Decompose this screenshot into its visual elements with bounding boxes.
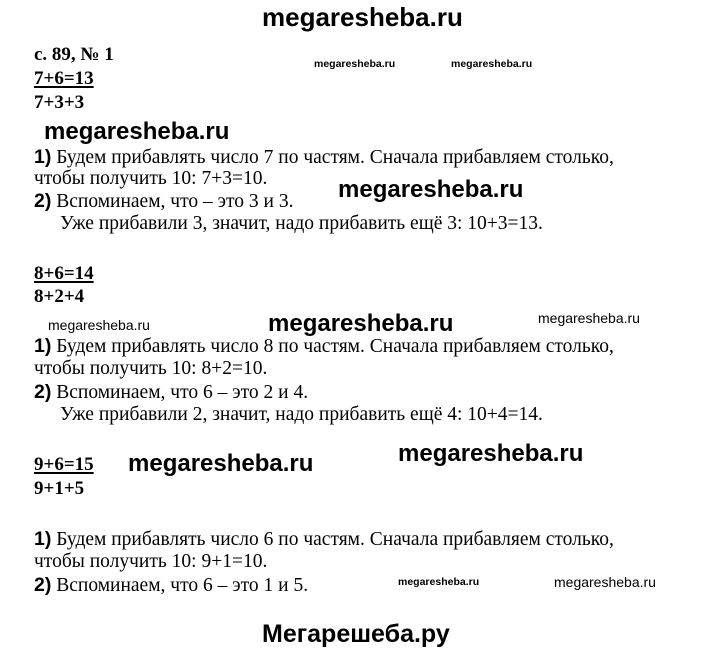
equation: 8+6=14: [34, 263, 94, 284]
step-continuation: Уже прибавили 2, значит, надо прибавить ещё 4: 10+4=14.: [60, 404, 543, 425]
equation: 9+6=15: [34, 454, 94, 475]
step-text: Будем прибавлять число 7 по частям. Сначала прибавляем столько,: [56, 147, 614, 168]
step-number: 2): [34, 574, 52, 596]
watermark: megaresheba.ru: [398, 576, 480, 588]
watermark: megaresheba.ru: [554, 574, 656, 590]
step-line: [34, 146, 614, 169]
watermark: megaresheba.ru: [48, 317, 150, 333]
decomposition: 9+1+5: [34, 478, 85, 499]
header-site-title[interactable]: megaresheba.ru: [262, 2, 463, 32]
step-line: [34, 574, 308, 597]
footer-site-title[interactable]: Мегарешеба.ру: [262, 620, 450, 648]
step-text: Будем прибавлять число 6 по частям. Сначала прибавляем столько,: [56, 529, 614, 550]
step-text: Вспоминаем, что – это 3 и 3.: [56, 191, 294, 212]
step-number: 2): [34, 381, 52, 403]
step-line: [34, 190, 293, 213]
watermark: megaresheba.ru: [44, 118, 230, 145]
decomposition: 7+3+3: [34, 92, 85, 113]
step-text: Вспоминаем, что 6 – это 1 и 5.: [56, 575, 309, 596]
step-continuation: чтобы получить 10: 9+1=10.: [34, 551, 268, 572]
watermark: megaresheba.ru: [268, 310, 454, 337]
decomposition: 8+2+4: [34, 286, 85, 307]
page-reference: с. 89, № 1: [34, 44, 114, 65]
step-number: 1): [34, 335, 52, 357]
step-continuation: чтобы получить 10: 7+3=10.: [34, 168, 268, 189]
watermark: megaresheba.ru: [314, 58, 396, 70]
watermark: megaresheba.ru: [538, 310, 640, 326]
step-line: [34, 528, 614, 551]
watermark: megaresheba.ru: [398, 440, 584, 467]
step-text: Будем прибавлять число 8 по частям. Сначала прибавляем столько,: [56, 336, 614, 357]
step-text: Вспоминаем, что 6 – это 2 и 4.: [56, 382, 309, 403]
step-continuation: Уже прибавили 3, значит, надо прибавить ещё 3: 10+3=13.: [60, 213, 543, 234]
step-line: [34, 381, 308, 404]
step-number: 1): [34, 146, 52, 168]
step-line: [34, 335, 614, 358]
watermark: megaresheba.ru: [451, 58, 533, 70]
watermark: megaresheba.ru: [128, 450, 314, 477]
equation: 7+6=13: [34, 68, 94, 89]
watermark: megaresheba.ru: [338, 176, 524, 203]
step-continuation: чтобы получить 10: 8+2=10.: [34, 358, 268, 379]
step-number: 2): [34, 190, 52, 212]
step-number: 1): [34, 528, 52, 550]
